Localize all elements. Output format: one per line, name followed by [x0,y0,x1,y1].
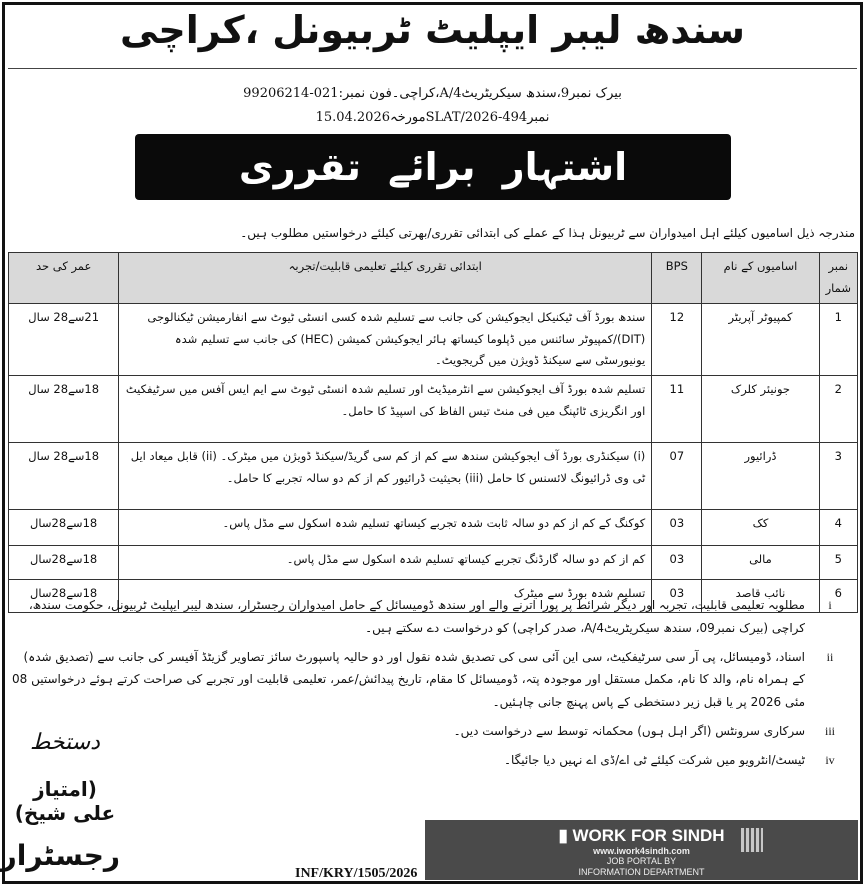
age-limit-cell: 21سے28 سال [9,303,119,376]
work-for-sindh-ad [425,820,858,880]
ad-line1: JOB PORTAL BY [606,856,677,866]
serial-cell: 3 [819,443,857,510]
serial-cell: 5 [819,546,857,580]
advertisement-banner: اشتہار برائے تقرری [135,134,731,200]
age-limit-cell: 18سے28 سال [9,443,119,510]
page-title: سندھ لیبر ایپلیٹ ٹربیونل ،کراچی [119,8,746,52]
post-name-cell: نائب قاصد [702,580,819,613]
table-row [9,443,858,510]
bps-cell: 03 [652,510,702,546]
qualification-cell: (i) سیکنڈری بورڈ آف ایجوکیشن سندھ سے کم از کم سی گریڈ/سیکنڈ ڈویژن میں میٹرک۔ (ii) قابل میعاد ایل ٹی وی ڈرائیونگ لائسنس کا حامل (iii) بحیثیت ڈرائیور کم از کم دو سالہ تجربے کا حامل۔ [119,443,652,510]
intro-text: مندرجہ ذیل اسامیوں کیلئے اہل امیدواران سے ٹربیونل ہذا کے عملے کی ابتدائی تقرری/بھرتی کیلئے درخواستیں مطلوب ہیں۔ [240,226,855,240]
table-row [9,546,858,580]
qualification-cell: کم از کم دو سالہ گارڈنگ تجربے کیساتھ تسلیم شدہ اسکول سے مڈل پاس۔ [119,546,652,580]
address: بیرک نمبر9،سندھ سیکریٹریٹ4/A،کراچی۔فون نمبر:021-99206214 [243,86,622,101]
notes-list [12,594,855,778]
age-limit-cell: 18سے28سال [9,580,119,613]
divider [8,68,857,69]
post-name-cell: کک [702,510,819,546]
bps-cell: 03 [652,546,702,580]
ad-line2: INFORMATION DEPARTMENT [578,867,705,877]
serial-cell: 6 [819,580,857,613]
bps-cell: 07 [652,443,702,510]
ad-title-text: WORK FOR SINDH [572,826,725,845]
bps-cell: 03 [652,580,702,613]
age-limit-cell: 18سے28سال [9,510,119,546]
reference-number: نمبرSLAT/2026-494مورخہ15.04.2026 [315,110,550,125]
qr-code-icon [741,828,763,852]
post-name-cell: جونیئر کلرک [702,376,819,443]
note-item [12,720,855,743]
serial-cell: 1 [819,303,857,376]
serial-cell: 2 [819,376,857,443]
header-age: عمر کی حد [9,253,119,304]
note-number: ii [826,649,834,664]
post-name-cell: ڈرائیور [702,443,819,510]
table-row [9,510,858,546]
age-limit-cell: 18سے28سال [9,546,119,580]
qualification-cell: سندھ بورڈ آف ٹیکنیکل ایجوکیشن کی جانب سے تسلیم شدہ کسی انسٹی ٹیوٹ سے انفارمیشن ٹیکنالوجی (DIT)/کمپیوٹر سائنس میں ڈپلوما کیساتھ ہائر ایجوکیشن کمیشن (HEC) کی جانب سے تسلیم شدہ یونیورسٹی سے سیکنڈ ڈویژن میں گریجویٹ۔ [119,303,652,376]
note-number: iv [825,752,835,767]
ad-url: www.iwork4sindh.com [593,846,690,856]
age-limit-cell: 18سے28 سال [9,376,119,443]
header-qualification: ابتدائی تقرری کیلئے تعلیمی قابلیت/تجربہ [119,253,652,304]
signature-block [0,730,120,872]
note-text: مطلوبہ تعلیمی قابلیت، تجربہ اور دیگر شرائط پر پورا اترنے والے اور سندھ ڈومیسائل کے حامل امیدواران رجسٹرار، سندھ لیبر ایپلیٹ ٹربیونل، حکومت سندھ، کراچی (بیرک نمبر09، سندھ سیکریٹریٹ4/A، صدر کراچی) کو درخواست دے سکتے ہیں۔ [28,598,805,635]
qualification-cell: کوکنگ کے کم از کم دو سالہ ثابت شدہ تجربے کیساتھ تسلیم شدہ اسکول سے مڈل پاس۔ [119,510,652,546]
header-bps: BPS [652,253,702,304]
ad-title: ▮ WORK FOR SINDH [558,826,725,845]
signatory-name: (امتیاز علی شیخ) [14,777,116,825]
note-item [12,749,855,772]
note-number: iii [824,723,835,738]
post-name-cell: کمپیوٹر آپریٹر [702,303,819,376]
header-post: اسامیوں کے نام [702,253,819,304]
signature-label: دستخط [30,730,100,755]
header-serial: نمبر شمار [819,253,857,304]
qualification-cell: تسلیم شدہ بورڈ سے میٹرک [119,580,652,613]
signatory-designation: رجسٹرار [0,839,120,872]
note-text: ٹیسٹ/انٹرویو میں شرکت کیلئے ٹی اے/ڈی اے نہیں دیا جائیگا۔ [503,752,805,767]
table-row [9,376,858,443]
serial-cell: 4 [819,510,857,546]
note-text: سرکاری سرونٹس (اگر اہل ہوں) محکمانہ توسط سے درخواست دیں۔ [453,723,805,738]
bps-cell: 12 [652,303,702,376]
bps-cell: 11 [652,376,702,443]
note-item [12,646,855,714]
note-item [12,594,855,640]
post-name-cell: مالی [702,546,819,580]
qualification-cell: تسلیم شدہ بورڈ آف ایجوکیشن سے انٹرمیڈیٹ اور تسلیم شدہ انسٹی ٹیوٹ سے ایم ایس آفس میں سرٹیفکیٹ اور انگریزی ٹائپنگ میں فی منٹ تیس الفاظ کی اسپیڈ کا حامل۔ [119,376,652,443]
note-number: i [828,598,832,612]
vacancies-table [8,252,858,613]
table-row [9,303,858,376]
inf-reference: INF/KRY/1505/2026 [295,866,418,881]
note-text: اسناد، ڈومیسائل، پی آر سی سرٹیفکیٹ، سی این آئی سی کی تصدیق شدہ نقول اور دو حالیہ پاسپورٹ سائز تصاویر گزیٹڈ آفیسر کی جانب سے (تصدیق شدہ) کے ہمراہ نام، والد کا نام، مکمل مستقل اور موجودہ پتہ، ڈومیسائل کا مقام، تاریخ پیدائش/عمر، تعلیمی قابلیت اور تجربے کی صراحت کرتے ہوئے درخواستیں 08 مئی 2026 پر یا قبل زیر دستخطی کے پاس پہنچ جانی چاہئیں۔ [11,649,805,710]
